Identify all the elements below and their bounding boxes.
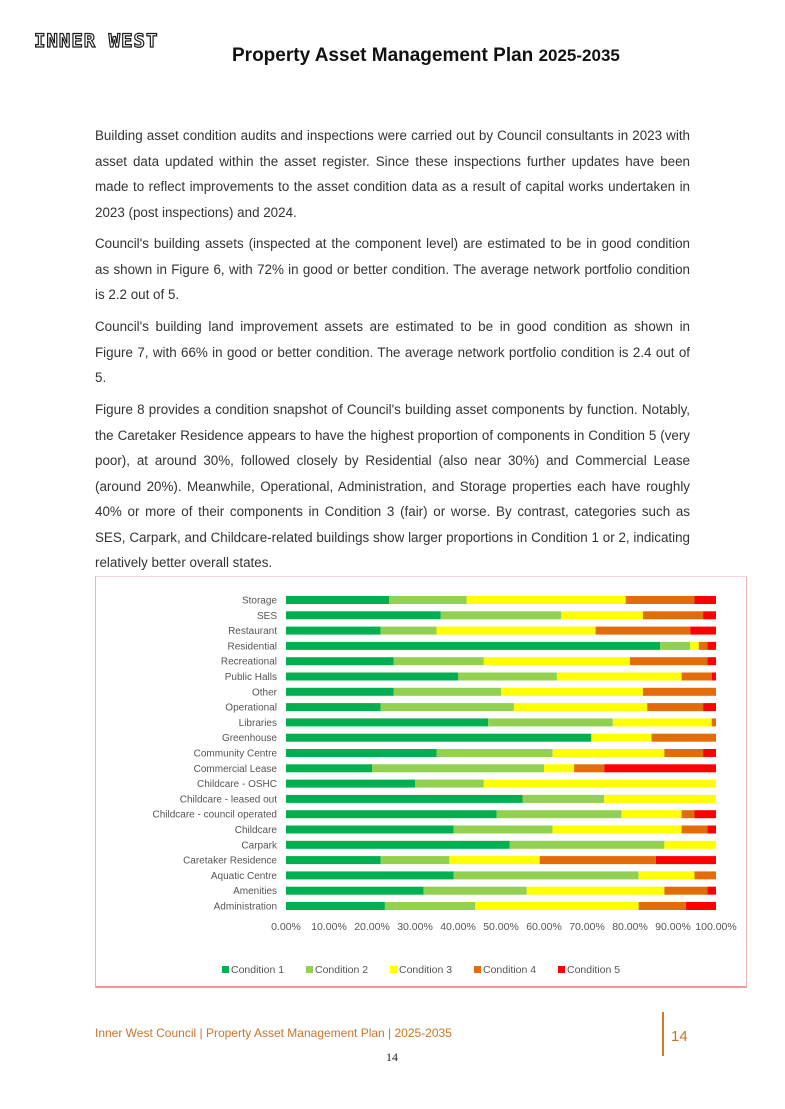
bar-childcare-condition-1 (286, 826, 454, 834)
bar-restaurant-condition-5 (690, 627, 716, 635)
bar-restaurant-condition-3 (437, 627, 596, 635)
inner-west-logo: INNER WEST (34, 30, 159, 52)
bar-childcare-council-operated-condition-5 (695, 810, 717, 818)
legend-swatch-condition-5 (558, 966, 565, 973)
category-label-childcare-oshc: Childcare - OSHC (196, 779, 277, 791)
bar-aquatic-centre-condition-3 (639, 871, 695, 879)
paragraph-building-assets: Council's building assets (inspected at the component level) are estimated to be in good condition as shown in Figure 6, with 72% in good or better condition. The average network portfolio condition is 2.2 out of 5. (95, 236, 690, 302)
bar-public-halls-condition-2 (458, 673, 557, 681)
category-label-libraries: Libraries (238, 717, 277, 729)
bar-ses-condition-3 (561, 611, 643, 619)
bar-other-condition-1 (286, 688, 394, 696)
bar-childcare-council-operated-condition-4 (682, 810, 695, 818)
bar-carpark-condition-1 (286, 841, 510, 849)
bar-greenhouse-condition-1 (286, 734, 591, 742)
bar-ses-condition-4 (643, 611, 703, 619)
bar-administration-condition-3 (475, 902, 638, 910)
bar-libraries-condition-4 (712, 718, 716, 726)
bar-amenities-condition-3 (527, 887, 665, 895)
bar-recreational-condition-5 (707, 657, 716, 665)
x-tick-label-10: 100.00% (695, 921, 737, 933)
category-label-caretaker-residence: Caretaker Residence (183, 855, 277, 867)
category-label-storage: Storage (241, 595, 277, 607)
x-tick-label-3: 30.00% (397, 921, 433, 933)
category-label-recreational: Recreational (220, 656, 277, 668)
bar-storage-condition-5 (695, 596, 717, 604)
legend-label-condition-1: Condition 1 (231, 964, 285, 976)
bar-administration-condition-5 (686, 902, 716, 910)
category-label-ses: SES (256, 610, 277, 622)
document-title-years: 2025-2035 (538, 46, 620, 65)
x-tick-label-0: 0.00% (271, 921, 301, 933)
legend-swatch-condition-1 (222, 966, 229, 973)
bar-childcare-council-operated-condition-2 (497, 810, 622, 818)
paragraph-figure-8-summary: Figure 8 provides a condition snapshot of Council's building asset components by function. Notably, the Caretaker Residence appears to have the highest proportion of components in Condition 5 (very poor), at around 30%, followed closely by Residential (also near 30%) and Commercial Lease (around 20%). Meanwhile, Operational, Administration, and Storage properties each have roughly 40% or more of their components in Condition 3 (fair) or worse. By contrast, categories such as SES, Carpark, and Childcare-related buildings show larger proportions in Condition 1 or 2, indicating relatively better overall states. (95, 402, 690, 570)
bar-other-condition-2 (394, 688, 502, 696)
category-label-childcare-council-operated: Childcare - council operated (152, 809, 277, 821)
bar-public-halls-condition-1 (286, 673, 458, 681)
bar-administration-condition-4 (639, 902, 686, 910)
bar-libraries-condition-1 (286, 718, 488, 726)
bar-residential-condition-5 (707, 642, 716, 650)
bar-other-condition-3 (501, 688, 643, 696)
bar-commercial-lease-condition-4 (574, 764, 604, 772)
bar-amenities-condition-4 (664, 887, 707, 895)
bar-childcare-oshc-condition-1 (286, 780, 415, 788)
category-label-amenities: Amenities (233, 886, 277, 898)
category-label-residential: Residential (227, 641, 277, 653)
bar-childcare-leased-out-condition-1 (286, 795, 523, 803)
bar-amenities-condition-5 (707, 887, 716, 895)
bar-caretaker-residence-condition-2 (381, 856, 450, 864)
bar-ses-condition-5 (703, 611, 716, 619)
bar-restaurant-condition-2 (381, 627, 437, 635)
bar-caretaker-residence-condition-5 (656, 856, 716, 864)
category-label-community-centre: Community Centre (193, 748, 277, 760)
footer-page-box: 14 (671, 1028, 688, 1045)
bar-operational-condition-4 (647, 703, 703, 711)
bar-operational-condition-3 (514, 703, 647, 711)
bar-residential-condition-4 (699, 642, 708, 650)
bar-operational-condition-2 (381, 703, 514, 711)
bar-carpark-condition-3 (664, 841, 716, 849)
legend-label-condition-2: Condition 2 (315, 964, 369, 976)
bar-childcare-condition-5 (707, 826, 716, 834)
bar-operational-condition-1 (286, 703, 381, 711)
bar-aquatic-centre-condition-4 (695, 871, 717, 879)
x-tick-label-5: 50.00% (483, 921, 519, 933)
x-tick-label-2: 20.00% (354, 921, 390, 933)
bar-greenhouse-condition-4 (652, 734, 717, 742)
bar-storage-condition-3 (467, 596, 626, 604)
bar-commercial-lease-condition-1 (286, 764, 372, 772)
bar-restaurant-condition-4 (596, 627, 691, 635)
bar-residential-condition-2 (660, 642, 690, 650)
x-tick-label-6: 60.00% (526, 921, 562, 933)
category-label-aquatic-centre: Aquatic Centre (210, 870, 277, 882)
bar-community-centre-condition-5 (703, 749, 716, 757)
category-label-public-halls: Public Halls (224, 672, 277, 683)
bar-ses-condition-2 (441, 611, 561, 619)
bar-caretaker-residence-condition-4 (540, 856, 656, 864)
bar-greenhouse-condition-3 (591, 734, 651, 742)
bar-storage-condition-2 (389, 596, 466, 604)
bar-restaurant-condition-1 (286, 627, 381, 635)
bar-storage-condition-1 (286, 596, 389, 604)
category-label-childcare: Childcare (234, 825, 277, 836)
bar-ses-condition-1 (286, 611, 441, 619)
bar-carpark-condition-2 (510, 841, 665, 849)
category-label-commercial-lease: Commercial Lease (193, 763, 277, 775)
footer-divider (662, 1012, 664, 1056)
bar-childcare-council-operated-condition-3 (621, 810, 681, 818)
bar-childcare-oshc-condition-3 (484, 780, 716, 788)
category-label-other: Other (251, 687, 277, 699)
legend-swatch-condition-4 (474, 966, 481, 973)
legend-label-condition-5: Condition 5 (567, 964, 621, 976)
category-label-carpark: Carpark (241, 840, 277, 852)
bar-amenities-condition-1 (286, 887, 424, 895)
bar-libraries-condition-3 (613, 718, 712, 726)
bar-amenities-condition-2 (424, 887, 527, 895)
bar-public-halls-condition-3 (557, 673, 682, 681)
document-title (232, 45, 620, 67)
category-label-childcare-leased-out: Childcare - leased out (179, 794, 277, 806)
bar-operational-condition-5 (703, 703, 716, 711)
bar-storage-condition-4 (626, 596, 695, 604)
legend-label-condition-4: Condition 4 (483, 964, 537, 976)
category-label-operational: Operational (225, 702, 277, 714)
bar-other-condition-4 (643, 688, 716, 696)
bar-libraries-condition-2 (488, 718, 613, 726)
page-number: 14 (386, 1050, 398, 1064)
document-title-text: Property Asset Management Plan (232, 45, 534, 66)
bar-childcare-condition-4 (682, 826, 708, 834)
category-label-restaurant: Restaurant (228, 626, 277, 638)
bar-public-halls-condition-5 (712, 673, 716, 681)
bar-childcare-condition-3 (553, 826, 682, 834)
condition-by-function-chart (96, 577, 746, 987)
bar-childcare-condition-2 (454, 826, 553, 834)
bar-recreational-condition-1 (286, 657, 394, 665)
legend-swatch-condition-2 (306, 966, 313, 973)
x-tick-label-9: 90.00% (655, 921, 691, 933)
bar-administration-condition-1 (286, 902, 385, 910)
bar-commercial-lease-condition-2 (372, 764, 544, 772)
bar-caretaker-residence-condition-1 (286, 856, 381, 864)
bar-residential-condition-1 (286, 642, 660, 650)
legend-swatch-condition-3 (390, 966, 397, 973)
bar-childcare-leased-out-condition-2 (523, 795, 605, 803)
bar-recreational-condition-3 (484, 657, 630, 665)
legend-label-condition-3: Condition 3 (399, 964, 453, 976)
bar-childcare-oshc-condition-2 (415, 780, 484, 788)
x-tick-label-8: 80.00% (612, 921, 648, 933)
bar-recreational-condition-4 (630, 657, 707, 665)
bar-community-centre-condition-1 (286, 749, 437, 757)
category-label-greenhouse: Greenhouse (221, 733, 277, 745)
x-tick-label-4: 40.00% (440, 921, 476, 933)
x-tick-label-1: 10.00% (311, 921, 347, 933)
footer-text: Inner West Council | Property Asset Management Plan | 2025-2035 (95, 1026, 452, 1040)
bar-commercial-lease-condition-5 (604, 764, 716, 772)
bar-community-centre-condition-3 (553, 749, 665, 757)
x-tick-label-7: 70.00% (569, 921, 605, 933)
bar-childcare-leased-out-condition-3 (604, 795, 716, 803)
bar-aquatic-centre-condition-2 (454, 871, 639, 879)
bar-recreational-condition-2 (394, 657, 484, 665)
bar-public-halls-condition-4 (682, 673, 712, 681)
paragraph-land-improvements: Council's building land improvement assets are estimated to be in good condition as shown in Figure 7, with 66% in good or better condition. The average network portfolio condition is 2.4 out of 5. (95, 319, 690, 385)
category-label-administration: Administration (213, 901, 277, 913)
bar-residential-condition-3 (690, 642, 699, 650)
bar-community-centre-condition-2 (437, 749, 553, 757)
bar-aquatic-centre-condition-1 (286, 871, 454, 879)
paragraph-audits: Building asset condition audits and inspections were carried out by Council consultants in 2023 with asset data updated within the asset register. Since these inspections further updates have been made to reflect improvements to the asset condition data as a result of capital works undertaken in 2023 (post inspections) and 2024. (95, 128, 690, 220)
bar-commercial-lease-condition-3 (544, 764, 574, 772)
bar-administration-condition-2 (385, 902, 475, 910)
bar-community-centre-condition-4 (664, 749, 703, 757)
bar-caretaker-residence-condition-3 (449, 856, 539, 864)
bar-childcare-council-operated-condition-1 (286, 810, 497, 818)
condition-chart-frame (95, 576, 747, 988)
